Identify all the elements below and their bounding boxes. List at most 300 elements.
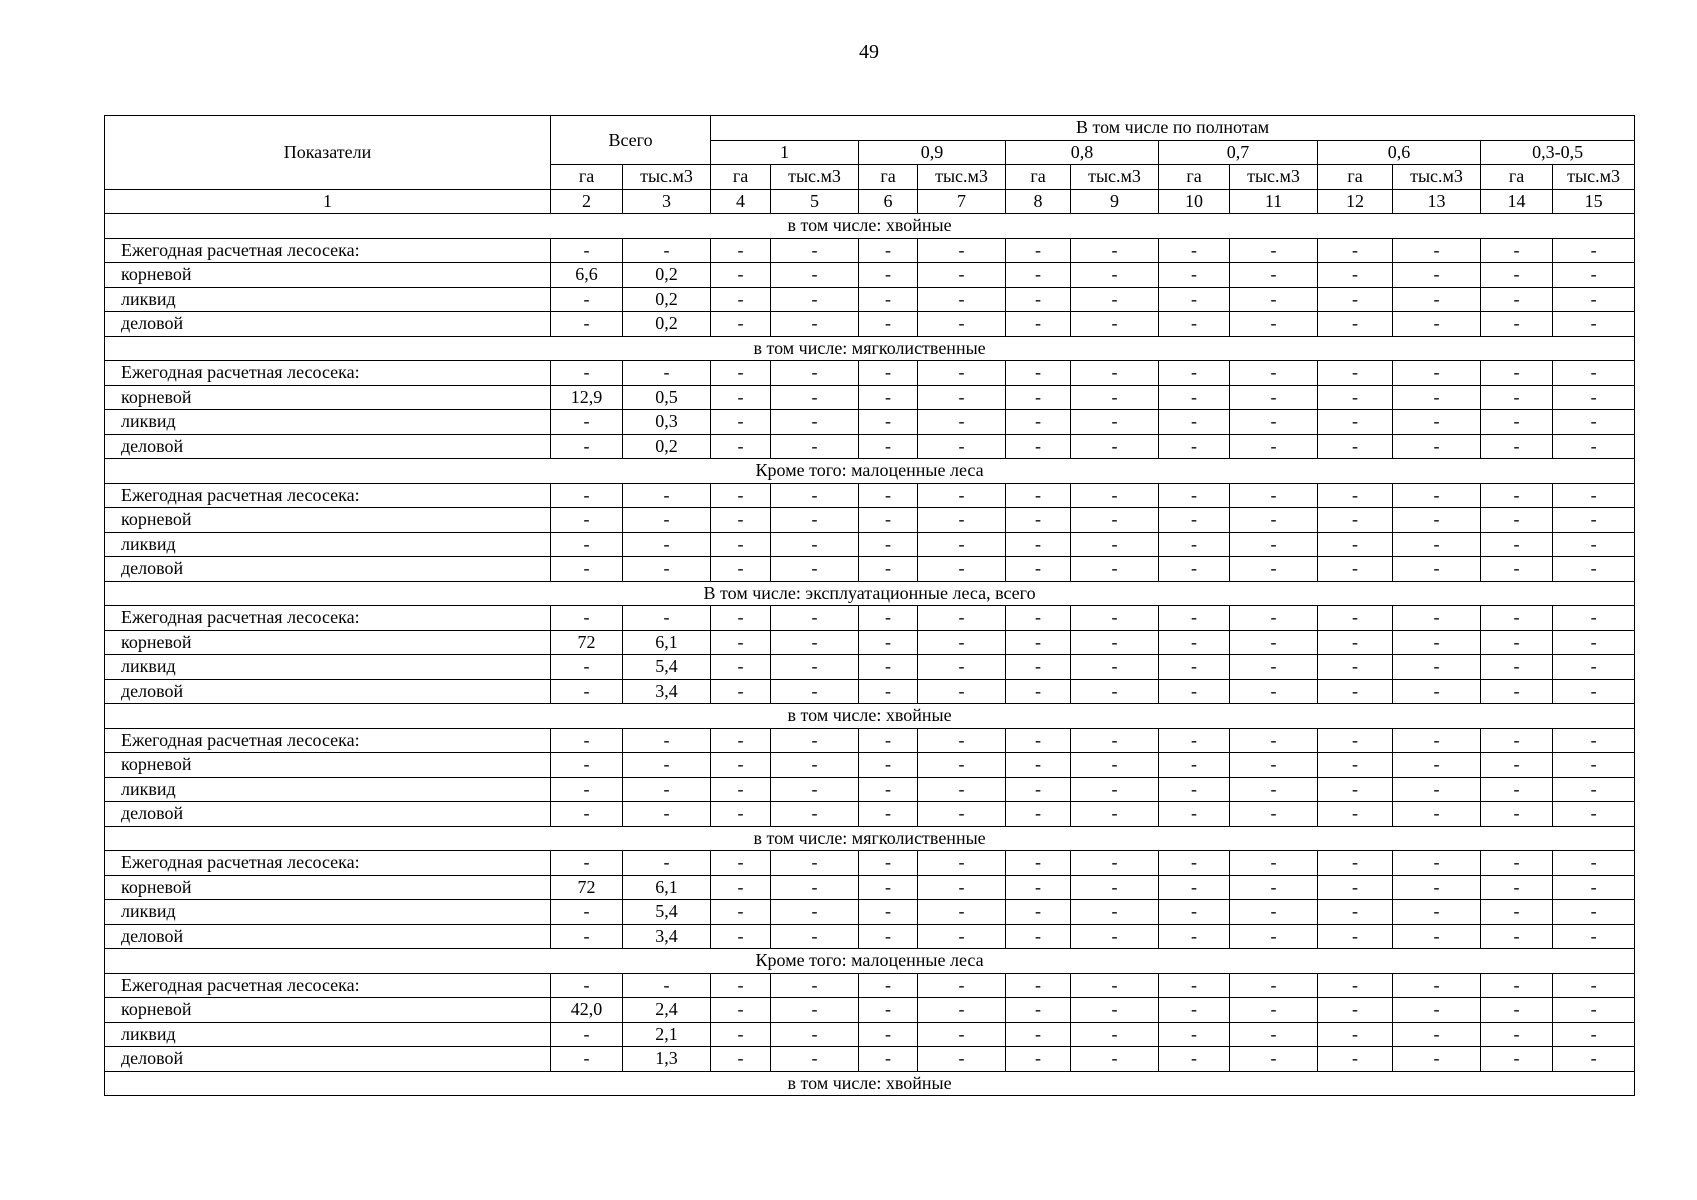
density-value-cell: - — [1159, 655, 1230, 680]
density-value-cell: - — [1481, 998, 1553, 1023]
density-value-cell: - — [1393, 410, 1481, 435]
density-value-cell: - — [1318, 630, 1393, 655]
density-value-cell: - — [1393, 851, 1481, 876]
density-value-cell: - — [1006, 557, 1071, 582]
density-value-cell: - — [1393, 606, 1481, 631]
table-row — [105, 557, 1635, 582]
density-value-cell: - — [859, 630, 918, 655]
density-value-cell: - — [1230, 434, 1318, 459]
density-value-cell: - — [859, 924, 918, 949]
density-value-cell: - — [1318, 1047, 1393, 1072]
total-volume-cell: 5,4 — [623, 900, 711, 925]
row-label: Ежегодная расчетная лесосека: — [105, 851, 551, 876]
density-value-cell: - — [771, 385, 859, 410]
density-value-cell: - — [1159, 606, 1230, 631]
total-volume-cell: 2,4 — [623, 998, 711, 1023]
density-value-cell: - — [1071, 312, 1159, 337]
density-value-cell: - — [1071, 508, 1159, 533]
density-value-cell: - — [1159, 973, 1230, 998]
density-value-cell: - — [1393, 287, 1481, 312]
density-value-cell: - — [1393, 238, 1481, 263]
density-value-cell: - — [918, 483, 1006, 508]
density-value-cell: - — [1393, 753, 1481, 778]
density-value-cell: - — [1006, 263, 1071, 288]
section-header-row — [105, 949, 1635, 974]
row-label: ликвид — [105, 287, 551, 312]
total-ha-cell: - — [551, 483, 623, 508]
density-value-cell: - — [1393, 777, 1481, 802]
density-value-cell: - — [859, 238, 918, 263]
row-label: деловой — [105, 679, 551, 704]
unit-volume-header: тыс.м3 — [918, 165, 1006, 190]
section-header-row — [105, 214, 1635, 239]
density-value-cell: - — [1318, 655, 1393, 680]
density-value-cell: - — [859, 483, 918, 508]
density-value-cell: - — [1006, 802, 1071, 827]
density-value-cell: - — [1006, 655, 1071, 680]
section-header-row — [105, 826, 1635, 851]
density-value-cell: - — [1393, 630, 1481, 655]
density-value-cell: - — [711, 630, 771, 655]
density-value-cell: - — [1393, 998, 1481, 1023]
unit-volume-header: тыс.м3 — [1071, 165, 1159, 190]
density-value-cell: - — [771, 630, 859, 655]
density-value-cell: - — [711, 655, 771, 680]
density-value-cell: - — [1553, 655, 1635, 680]
total-ha-cell: - — [551, 287, 623, 312]
density-value-cell: - — [1071, 998, 1159, 1023]
density-value-cell: - — [918, 263, 1006, 288]
total-ha-cell: - — [551, 557, 623, 582]
density-value-cell: - — [771, 679, 859, 704]
table-row — [105, 851, 1635, 876]
density-value-cell: - — [859, 679, 918, 704]
density-value-cell: - — [1159, 263, 1230, 288]
row-label: деловой — [105, 434, 551, 459]
total-ha-cell: - — [551, 1047, 623, 1072]
density-value-cell: - — [1159, 851, 1230, 876]
density-value-cell: - — [1006, 1047, 1071, 1072]
total-ha-cell: 72 — [551, 630, 623, 655]
table-row — [105, 287, 1635, 312]
density-value-cell: - — [1159, 434, 1230, 459]
density-value-cell: - — [1481, 238, 1553, 263]
forest-indicators-table — [104, 115, 1635, 1096]
density-value-cell: - — [1159, 361, 1230, 386]
density-value-cell: - — [859, 875, 918, 900]
density-value-cell: - — [1006, 385, 1071, 410]
density-value-cell: - — [1318, 532, 1393, 557]
density-value-cell: - — [1159, 385, 1230, 410]
density-value-cell: - — [1159, 483, 1230, 508]
density-value-cell: - — [711, 606, 771, 631]
density-value-cell: - — [1159, 900, 1230, 925]
unit-volume-header: тыс.м3 — [1393, 165, 1481, 190]
density-value-cell: - — [1393, 532, 1481, 557]
total-volume-cell: 2,1 — [623, 1022, 711, 1047]
density-value-cell: - — [771, 1047, 859, 1072]
row-label: корневой — [105, 875, 551, 900]
total-ha-cell: - — [551, 606, 623, 631]
density-value-cell: - — [711, 312, 771, 337]
density-value-cell: - — [1318, 851, 1393, 876]
total-ha-cell: - — [551, 802, 623, 827]
density-value-cell: - — [1553, 802, 1635, 827]
density-value-cell: - — [1071, 361, 1159, 386]
density-value-cell: - — [1006, 924, 1071, 949]
density-value-cell: - — [1159, 728, 1230, 753]
density-group-header: 0,9 — [859, 140, 1006, 165]
table-row — [105, 532, 1635, 557]
density-value-cell: - — [1393, 483, 1481, 508]
density-value-cell: - — [1230, 875, 1318, 900]
density-value-cell: - — [1318, 263, 1393, 288]
density-value-cell: - — [1481, 263, 1553, 288]
total-volume-cell: - — [623, 802, 711, 827]
density-value-cell: - — [1159, 238, 1230, 263]
density-value-cell: - — [859, 753, 918, 778]
density-value-cell: - — [771, 851, 859, 876]
column-number: 1 — [105, 189, 551, 214]
section-header-row — [105, 581, 1635, 606]
density-value-cell: - — [1071, 287, 1159, 312]
density-value-cell: - — [859, 1022, 918, 1047]
density-value-cell: - — [1230, 1022, 1318, 1047]
unit-volume-header: тыс.м3 — [771, 165, 859, 190]
total-ha-cell: 6,6 — [551, 263, 623, 288]
density-value-cell: - — [1159, 679, 1230, 704]
table-row — [105, 753, 1635, 778]
density-value-cell: - — [1481, 900, 1553, 925]
density-value-cell: - — [1159, 557, 1230, 582]
density-value-cell: - — [859, 385, 918, 410]
density-value-cell: - — [1393, 1047, 1481, 1072]
total-volume-cell: - — [623, 238, 711, 263]
density-value-cell: - — [1230, 385, 1318, 410]
section-title: в том числе: хвойные — [105, 704, 1635, 729]
density-value-cell: - — [771, 924, 859, 949]
table-row — [105, 679, 1635, 704]
density-value-cell: - — [1481, 802, 1553, 827]
table-row — [105, 312, 1635, 337]
density-value-cell: - — [1393, 508, 1481, 533]
table-row — [105, 655, 1635, 680]
density-value-cell: - — [859, 900, 918, 925]
density-value-cell: - — [1553, 728, 1635, 753]
density-value-cell: - — [711, 802, 771, 827]
density-value-cell: - — [1393, 361, 1481, 386]
density-value-cell: - — [918, 410, 1006, 435]
density-value-cell: - — [1230, 630, 1318, 655]
column-number: 5 — [771, 189, 859, 214]
row-label: ликвид — [105, 777, 551, 802]
total-volume-cell: 3,4 — [623, 924, 711, 949]
density-value-cell: - — [1159, 508, 1230, 533]
density-value-cell: - — [859, 802, 918, 827]
density-value-cell: - — [1481, 410, 1553, 435]
density-value-cell: - — [771, 753, 859, 778]
density-value-cell: - — [1006, 508, 1071, 533]
density-value-cell: - — [711, 483, 771, 508]
density-value-cell: - — [1230, 312, 1318, 337]
density-value-cell: - — [1393, 1022, 1481, 1047]
density-value-cell: - — [1393, 802, 1481, 827]
density-value-cell: - — [771, 875, 859, 900]
density-value-cell: - — [918, 630, 1006, 655]
density-value-cell: - — [711, 410, 771, 435]
density-group-header: 1 — [711, 140, 859, 165]
density-value-cell: - — [1230, 483, 1318, 508]
density-value-cell: - — [1318, 777, 1393, 802]
density-value-cell: - — [1553, 875, 1635, 900]
unit-ha-header: га — [711, 165, 771, 190]
density-value-cell: - — [1006, 900, 1071, 925]
density-value-cell: - — [1006, 998, 1071, 1023]
density-value-cell: - — [859, 777, 918, 802]
density-value-cell: - — [1553, 385, 1635, 410]
density-value-cell: - — [1159, 1047, 1230, 1072]
row-label: деловой — [105, 802, 551, 827]
column-number: 14 — [1481, 189, 1553, 214]
table-row — [105, 238, 1635, 263]
density-value-cell: - — [711, 1022, 771, 1047]
density-value-cell: - — [918, 606, 1006, 631]
density-value-cell: - — [771, 606, 859, 631]
density-value-cell: - — [1230, 263, 1318, 288]
density-value-cell: - — [918, 1047, 1006, 1072]
density-value-cell: - — [918, 777, 1006, 802]
total-volume-cell: - — [623, 728, 711, 753]
density-value-cell: - — [1553, 508, 1635, 533]
density-group-header: 0,8 — [1006, 140, 1159, 165]
row-label: корневой — [105, 753, 551, 778]
density-value-cell: - — [771, 508, 859, 533]
density-value-cell: - — [1230, 802, 1318, 827]
total-volume-cell: - — [623, 483, 711, 508]
density-value-cell: - — [1006, 973, 1071, 998]
density-value-cell: - — [1553, 924, 1635, 949]
density-value-cell: - — [1481, 655, 1553, 680]
density-value-cell: - — [1553, 973, 1635, 998]
density-value-cell: - — [1318, 238, 1393, 263]
total-ha-cell: - — [551, 973, 623, 998]
table-row — [105, 777, 1635, 802]
density-value-cell: - — [1553, 630, 1635, 655]
section-header-row — [105, 459, 1635, 484]
table-row — [105, 998, 1635, 1023]
density-value-cell: - — [771, 238, 859, 263]
density-value-cell: - — [1393, 385, 1481, 410]
density-value-cell: - — [1071, 655, 1159, 680]
column-number: 10 — [1159, 189, 1230, 214]
density-value-cell: - — [1071, 630, 1159, 655]
density-value-cell: - — [1230, 238, 1318, 263]
density-value-cell: - — [1481, 973, 1553, 998]
row-label: Ежегодная расчетная лесосека: — [105, 973, 551, 998]
column-number: 2 — [551, 189, 623, 214]
density-value-cell: - — [1230, 851, 1318, 876]
density-value-cell: - — [859, 655, 918, 680]
density-value-cell: - — [1393, 973, 1481, 998]
table-row — [105, 385, 1635, 410]
density-value-cell: - — [711, 728, 771, 753]
density-value-cell: - — [1230, 728, 1318, 753]
density-value-cell: - — [1071, 263, 1159, 288]
density-value-cell: - — [1393, 312, 1481, 337]
total-ha-cell: - — [551, 728, 623, 753]
density-value-cell: - — [771, 777, 859, 802]
density-value-cell: - — [1553, 312, 1635, 337]
column-number: 4 — [711, 189, 771, 214]
density-value-cell: - — [1006, 361, 1071, 386]
density-value-cell: - — [1230, 532, 1318, 557]
density-value-cell: - — [1159, 312, 1230, 337]
density-value-cell: - — [1318, 679, 1393, 704]
density-value-cell: - — [1071, 777, 1159, 802]
density-value-cell: - — [1159, 998, 1230, 1023]
table-row — [105, 900, 1635, 925]
density-value-cell: - — [1159, 924, 1230, 949]
density-value-cell: - — [711, 532, 771, 557]
density-value-cell: - — [771, 312, 859, 337]
density-value-cell: - — [711, 900, 771, 925]
density-value-cell: - — [918, 508, 1006, 533]
density-value-cell: - — [918, 679, 1006, 704]
density-value-cell: - — [1481, 385, 1553, 410]
total-volume-cell: - — [623, 606, 711, 631]
table-row — [105, 361, 1635, 386]
density-value-cell: - — [918, 312, 1006, 337]
density-value-cell: - — [1553, 434, 1635, 459]
density-value-cell: - — [1481, 1047, 1553, 1072]
density-value-cell: - — [1553, 606, 1635, 631]
density-value-cell: - — [1318, 483, 1393, 508]
density-value-cell: - — [918, 900, 1006, 925]
density-value-cell: - — [711, 238, 771, 263]
density-value-cell: - — [1006, 434, 1071, 459]
density-value-cell: - — [1553, 263, 1635, 288]
density-value-cell: - — [859, 410, 918, 435]
density-value-cell: - — [1481, 532, 1553, 557]
density-value-cell: - — [1318, 875, 1393, 900]
column-number: 8 — [1006, 189, 1071, 214]
density-value-cell: - — [1553, 998, 1635, 1023]
density-value-cell: - — [1481, 287, 1553, 312]
density-value-cell: - — [1553, 1047, 1635, 1072]
total-ha-cell: 12,9 — [551, 385, 623, 410]
density-value-cell: - — [711, 924, 771, 949]
density-value-cell: - — [1553, 777, 1635, 802]
density-value-cell: - — [1553, 410, 1635, 435]
density-value-cell: - — [1159, 777, 1230, 802]
density-value-cell: - — [1071, 924, 1159, 949]
section-title: в том числе: мягколиственные — [105, 336, 1635, 361]
total-volume-cell: - — [623, 851, 711, 876]
density-value-cell: - — [1071, 606, 1159, 631]
row-label: деловой — [105, 312, 551, 337]
table-row — [105, 728, 1635, 753]
density-value-cell: - — [1318, 385, 1393, 410]
total-ha-cell: - — [551, 655, 623, 680]
section-header-row — [105, 704, 1635, 729]
density-value-cell: - — [1553, 483, 1635, 508]
total-volume-cell: - — [623, 973, 711, 998]
density-value-cell: - — [1071, 900, 1159, 925]
density-value-cell: - — [1006, 851, 1071, 876]
density-value-cell: - — [711, 508, 771, 533]
density-value-cell: - — [1393, 728, 1481, 753]
density-value-cell: - — [1006, 630, 1071, 655]
density-value-cell: - — [859, 851, 918, 876]
density-value-cell: - — [1159, 1022, 1230, 1047]
density-value-cell: - — [1071, 851, 1159, 876]
density-value-cell: - — [1230, 655, 1318, 680]
density-value-cell: - — [1481, 630, 1553, 655]
density-value-cell: - — [1318, 361, 1393, 386]
total-ha-cell: - — [551, 851, 623, 876]
row-label: ликвид — [105, 900, 551, 925]
row-label: корневой — [105, 385, 551, 410]
row-label: корневой — [105, 263, 551, 288]
total-ha-cell: - — [551, 238, 623, 263]
total-ha-cell: - — [551, 312, 623, 337]
table-row — [105, 973, 1635, 998]
density-value-cell: - — [1553, 238, 1635, 263]
density-value-cell: - — [1071, 410, 1159, 435]
row-label: Ежегодная расчетная лесосека: — [105, 361, 551, 386]
density-value-cell: - — [859, 312, 918, 337]
density-value-cell: - — [1006, 483, 1071, 508]
density-value-cell: - — [1159, 802, 1230, 827]
density-value-cell: - — [1393, 679, 1481, 704]
total-ha-cell: - — [551, 900, 623, 925]
density-group-header: 0,7 — [1159, 140, 1318, 165]
density-group-header: 0,6 — [1318, 140, 1481, 165]
total-ha-cell: 42,0 — [551, 998, 623, 1023]
density-value-cell: - — [1393, 655, 1481, 680]
density-value-cell: - — [859, 1047, 918, 1072]
density-value-cell: - — [771, 973, 859, 998]
unit-ha-header: га — [859, 165, 918, 190]
density-value-cell: - — [859, 728, 918, 753]
density-value-cell: - — [771, 655, 859, 680]
total-ha-cell: - — [551, 508, 623, 533]
density-value-cell: - — [771, 532, 859, 557]
total-ha-cell: 72 — [551, 875, 623, 900]
table-row — [105, 924, 1635, 949]
density-value-cell: - — [711, 287, 771, 312]
total-ha-cell: - — [551, 532, 623, 557]
density-value-cell: - — [1006, 287, 1071, 312]
density-value-cell: - — [1071, 385, 1159, 410]
density-value-cell: - — [1071, 557, 1159, 582]
section-header-row — [105, 1071, 1635, 1096]
density-value-cell: - — [1318, 606, 1393, 631]
table-row — [105, 508, 1635, 533]
row-label: деловой — [105, 924, 551, 949]
density-value-cell: - — [1318, 924, 1393, 949]
density-value-cell: - — [1230, 900, 1318, 925]
density-value-cell: - — [918, 924, 1006, 949]
total-volume-cell: 6,1 — [623, 875, 711, 900]
density-value-cell: - — [859, 532, 918, 557]
density-value-cell: - — [1006, 1022, 1071, 1047]
density-value-cell: - — [1318, 998, 1393, 1023]
density-value-cell: - — [1230, 924, 1318, 949]
indicators-header: Показатели — [105, 116, 551, 190]
density-value-cell: - — [771, 434, 859, 459]
density-value-cell: - — [1230, 606, 1318, 631]
